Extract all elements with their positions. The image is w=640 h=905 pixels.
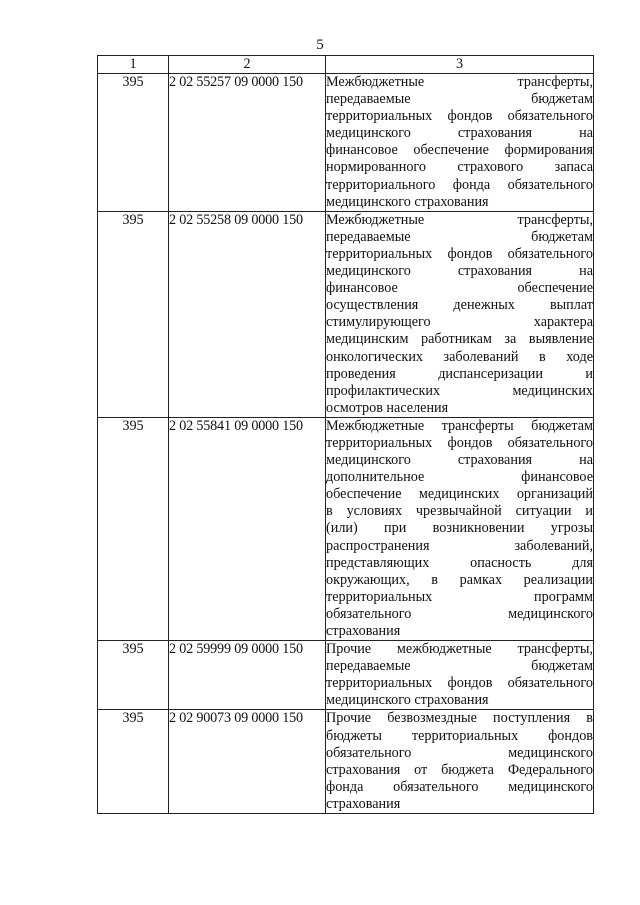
description-cell	[326, 417, 594, 640]
admin-code-cell: 395	[98, 211, 169, 417]
description-line: территориальных программ	[326, 588, 593, 605]
description-line: территориальных фондов обязательного	[326, 434, 593, 451]
description-line: территориальных фондов обязательного	[326, 675, 593, 692]
budget-code-cell: 2 02 55257 09 0000 150	[169, 74, 326, 212]
description-cell	[326, 641, 594, 710]
description-line: стимулирующего характера	[326, 314, 593, 331]
description-cell	[326, 710, 594, 814]
description-line: распространения заболеваний,	[326, 537, 593, 554]
description-line: медицинского страхования на	[326, 263, 593, 280]
table-row	[98, 211, 594, 417]
admin-code-cell: 395	[98, 641, 169, 710]
budget-code-cell: 2 02 55258 09 0000 150	[169, 211, 326, 417]
description-line: обеспечение медицинских организаций	[326, 486, 593, 503]
description-line: фонда обязательного медицинского	[326, 778, 593, 795]
description-line: окружающих, в рамках реализации	[326, 571, 593, 588]
description-line: передаваемые бюджетам	[326, 228, 593, 245]
description-line: территориального фонда обязательного	[326, 176, 593, 193]
budget-code-cell: 2 02 90073 09 0000 150	[169, 710, 326, 814]
description-line: представляющих опасность для	[326, 554, 593, 571]
description-line: бюджеты территориальных фондов	[326, 727, 593, 744]
description-line: обязательного медицинского	[326, 744, 593, 761]
description-line: передаваемые бюджетам	[326, 658, 593, 675]
description-line: осмотров населения	[326, 399, 449, 416]
description-line: медицинского страхования	[326, 692, 489, 709]
description-line: территориальных фондов обязательного	[326, 245, 593, 262]
description-line: финансовое обеспечение	[326, 280, 593, 297]
description-line: финансовое обеспечение формирования	[326, 142, 593, 159]
budget-classification-table	[97, 55, 594, 814]
table-row	[98, 710, 594, 814]
description-line: обязательного медицинского	[326, 605, 593, 622]
table-row	[98, 641, 594, 710]
description-line: Прочие межбюджетные трансферты,	[326, 641, 593, 658]
description-line: проведения диспансеризации и	[326, 365, 593, 382]
description-line: территориальных фондов обязательного	[326, 108, 593, 125]
description-line: передаваемые бюджетам	[326, 91, 593, 108]
table-header-row	[98, 56, 594, 74]
description-line: страхования	[326, 795, 401, 812]
description-line: Прочие безвозмездные поступления в	[326, 710, 593, 727]
page-number: 5	[316, 37, 324, 53]
description-line: Межбюджетные трансферты,	[326, 74, 593, 90]
admin-code-cell: 395	[98, 417, 169, 640]
description-line: медицинского страхования на	[326, 452, 593, 469]
table-row	[98, 74, 594, 212]
description-line: страхования от бюджета Федерального	[326, 761, 593, 778]
description-line: дополнительное финансовое	[326, 469, 593, 486]
description-line: профилактических медицинских	[326, 382, 593, 399]
description-line: (или) при возникновении угрозы	[326, 520, 593, 537]
admin-code-cell: 395	[98, 74, 169, 212]
description-line: медицинского страхования на	[326, 125, 593, 142]
description-cell	[326, 74, 594, 212]
header-cell-3: 3	[326, 56, 594, 74]
description-cell	[326, 211, 594, 417]
description-line: медицинского страхования	[326, 193, 489, 210]
description-line: медицинским работникам за выявление	[326, 331, 593, 348]
description-line: онкологических заболеваний в ходе	[326, 348, 593, 365]
header-cell-1: 1	[98, 56, 169, 74]
description-line: Межбюджетные трансферты бюджетам	[326, 417, 593, 434]
description-line: Межбюджетные трансферты,	[326, 211, 593, 228]
description-line: осуществления денежных выплат	[326, 297, 593, 314]
budget-code-cell: 2 02 59999 09 0000 150	[169, 641, 326, 710]
admin-code-cell: 395	[98, 710, 169, 814]
table-row	[98, 417, 594, 640]
budget-code-cell: 2 02 55841 09 0000 150	[169, 417, 326, 640]
header-cell-2: 2	[169, 56, 326, 74]
description-line: в условиях чрезвычайной ситуации и	[326, 503, 593, 520]
description-line: страхования	[326, 623, 401, 639]
description-line: нормированного страхового запаса	[326, 159, 593, 176]
